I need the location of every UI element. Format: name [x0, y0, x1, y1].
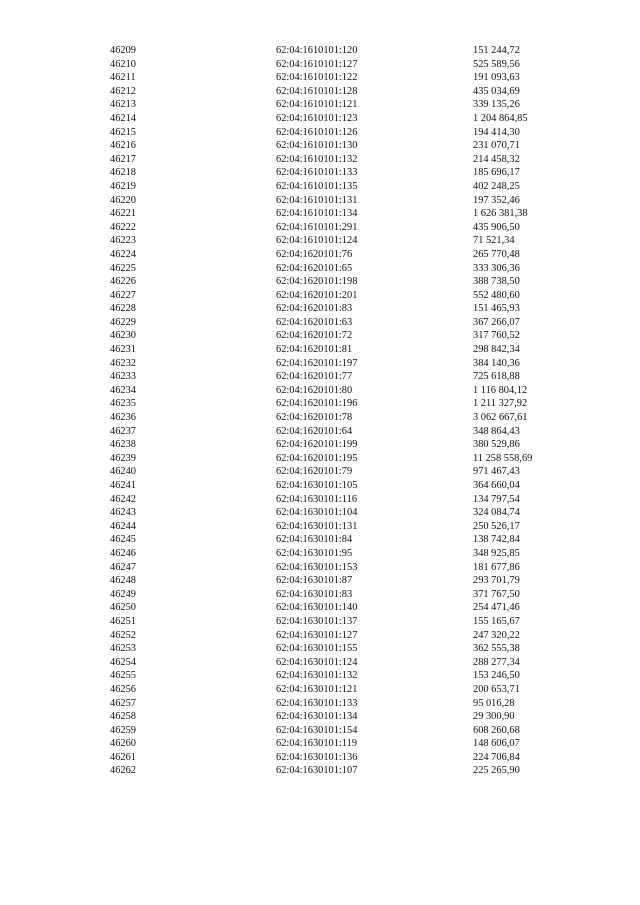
- cadastral-value: 348 925,85: [473, 547, 520, 559]
- table-row: [110, 710, 573, 724]
- cadastral-value: 1 116 804,12: [473, 384, 528, 396]
- cadastral-value: 367 266,07: [473, 316, 520, 328]
- cadastral-number: 62:04:1630101:153: [276, 561, 358, 573]
- row-number: 46212: [110, 85, 136, 97]
- cadastral-value: 214 458,32: [473, 153, 520, 165]
- cadastral-number: 62:04:1610101:128: [276, 85, 358, 97]
- cadastral-number: 62:04:1620101:81: [276, 344, 353, 356]
- table-row: [110, 764, 573, 778]
- table-row: [110, 615, 573, 629]
- cadastral-value: 185 696,17: [473, 167, 520, 179]
- table-row: [110, 724, 573, 738]
- row-number: 46229: [110, 316, 136, 328]
- row-number: 46231: [110, 344, 136, 356]
- row-number: 46241: [110, 480, 136, 491]
- cadastral-value: 362 555,38: [473, 643, 520, 655]
- cadastral-number: 62:04:1630101:140: [276, 602, 358, 614]
- cadastral-value: 247 320,22: [473, 629, 520, 641]
- cadastral-number: 62:04:1610101:130: [276, 140, 358, 152]
- cadastral-value: 371 767,50: [473, 588, 520, 600]
- cadastral-number: 62:04:1630101:127: [276, 629, 358, 641]
- cadastral-value: 380 529,86: [473, 439, 520, 451]
- cadastral-value: 298 842,34: [473, 344, 520, 356]
- row-number: 46225: [110, 262, 136, 274]
- cadastral-number: 62:04:1630101:134: [276, 711, 358, 723]
- cadastral-value: 1 204 864,85: [473, 112, 528, 124]
- table-row: [110, 751, 573, 765]
- row-number: 46256: [110, 683, 136, 695]
- cadastral-value: 134 797,54: [473, 493, 520, 505]
- table-row: [110, 207, 573, 221]
- cadastral-value: 402 248,25: [473, 180, 520, 192]
- row-number: 46245: [110, 534, 136, 546]
- row-number: 46234: [110, 384, 136, 396]
- cadastral-value: 155 165,67: [473, 615, 520, 627]
- cadastral-number: 62:04:1620101:198: [276, 276, 358, 288]
- cadastral-number: 62:04:1630101:83: [276, 588, 353, 600]
- cadastral-value: 293 701,79: [473, 575, 520, 587]
- cadastral-number: 62:04:1630101:84: [276, 534, 353, 546]
- cadastral-value: 11 258 558,69: [473, 452, 533, 464]
- row-number: 46228: [110, 303, 136, 315]
- cadastral-value: 1 626 381,38: [473, 208, 528, 220]
- cadastral-value: 151 244,72: [473, 45, 520, 56]
- table-row: [110, 479, 573, 493]
- table-row: [110, 629, 573, 643]
- cadastral-value: 333 306,36: [473, 262, 520, 274]
- table-row: [110, 642, 573, 656]
- row-number: 46254: [110, 656, 136, 668]
- table-row: [110, 262, 573, 276]
- table-row: [110, 357, 573, 371]
- cadastral-number: 62:04:1610101:121: [276, 99, 358, 111]
- cadastral-value: 348 864,43: [473, 425, 520, 437]
- table-row: [110, 547, 573, 561]
- table-row: [110, 71, 573, 85]
- table-row: [110, 302, 573, 316]
- cadastral-number: 62:04:1630101:119: [276, 738, 358, 750]
- cadastral-number: 62:04:1630101:104: [276, 507, 358, 519]
- cadastral-value: 29 300,90: [473, 711, 515, 723]
- table-row: [110, 506, 573, 520]
- cadastral-value: 71 521,34: [473, 235, 515, 247]
- cadastral-number: 62:04:1620101:79: [276, 466, 353, 478]
- cadastral-number: 62:04:1630101:95: [276, 547, 353, 559]
- table-row: [110, 533, 573, 547]
- row-number: 46218: [110, 167, 136, 179]
- cadastral-number: 62:04:1620101:64: [276, 425, 353, 437]
- cadastral-number: 62:04:1630101:136: [276, 751, 358, 763]
- row-number: 46255: [110, 670, 136, 682]
- cadastral-number: 62:04:1610101:124: [276, 235, 358, 247]
- row-number: 46210: [110, 58, 136, 70]
- cadastral-value: 288 277,34: [473, 656, 520, 668]
- table-row: [110, 329, 573, 343]
- cadastral-number: 62:04:1610101:123: [276, 112, 358, 124]
- table-row: [110, 126, 573, 140]
- cadastral-value: 191 093,63: [473, 72, 520, 84]
- row-number: 46247: [110, 561, 136, 573]
- cadastral-value: 197 352,46: [473, 194, 520, 206]
- row-number: 46244: [110, 520, 136, 532]
- table-row: [110, 697, 573, 711]
- table-row: [110, 574, 573, 588]
- table-row: [110, 656, 573, 670]
- table-row: [110, 561, 573, 575]
- table-row: [110, 44, 573, 58]
- cadastral-value: 324 084,74: [473, 507, 520, 519]
- table-row: [110, 166, 573, 180]
- row-number: 46252: [110, 629, 136, 641]
- table-row: [110, 452, 573, 466]
- cadastral-number: 62:04:1620101:77: [276, 371, 353, 383]
- row-number: 46223: [110, 235, 136, 247]
- table-row: [110, 683, 573, 697]
- cadastral-number: 62:04:1630101:124: [276, 656, 358, 668]
- table-row: [110, 465, 573, 479]
- row-number: 46238: [110, 439, 136, 451]
- row-number: 46260: [110, 738, 136, 750]
- cadastral-number: 62:04:1610101:291: [276, 221, 358, 233]
- row-number: 46242: [110, 493, 136, 505]
- table-row: [110, 588, 573, 602]
- table-row: [110, 384, 573, 398]
- table-row: [110, 112, 573, 126]
- cadastral-number: 62:04:1610101:127: [276, 58, 358, 70]
- row-number: 46211: [110, 72, 136, 84]
- table-row: [110, 139, 573, 153]
- cadastral-number: 62:04:1630101:133: [276, 697, 358, 709]
- cadastral-value: 384 140,36: [473, 357, 520, 369]
- table-row: [110, 438, 573, 452]
- row-number: 46227: [110, 289, 136, 301]
- row-number: 46214: [110, 112, 136, 124]
- table-row: [110, 343, 573, 357]
- cadastral-number: 62:04:1610101:134: [276, 208, 358, 220]
- cadastral-number: 62:04:1610101:135: [276, 180, 358, 192]
- table-row: [110, 737, 573, 751]
- cadastral-value: 254 471,46: [473, 602, 520, 614]
- cadastral-number: 62:04:1610101:120: [276, 45, 358, 56]
- table-row: [110, 289, 573, 303]
- cadastral-value: 435 906,50: [473, 221, 520, 233]
- row-number: 46224: [110, 248, 136, 260]
- cadastral-number: 62:04:1620101:76: [276, 248, 353, 260]
- table-row: [110, 248, 573, 262]
- table-body: [110, 44, 573, 778]
- cadastral-value: 151 465,93: [473, 303, 520, 315]
- cadastral-number: 62:04:1620101:197: [276, 357, 358, 369]
- row-number: 46209: [110, 45, 136, 56]
- table-row: [110, 370, 573, 384]
- table-row: [110, 275, 573, 289]
- row-number: 46258: [110, 711, 136, 723]
- cadastral-number: 62:04:1620101:63: [276, 316, 353, 328]
- cadastral-number: 62:04:1610101:133: [276, 167, 358, 179]
- cadastral-value: 608 260,68: [473, 724, 520, 736]
- row-number: 46233: [110, 371, 136, 383]
- row-number: 46261: [110, 751, 136, 763]
- cadastral-value: 225 265,90: [473, 765, 520, 777]
- cadastral-value: 525 589,56: [473, 58, 520, 70]
- table-row: [110, 316, 573, 330]
- cadastral-value-table: [110, 44, 573, 778]
- row-number: 46230: [110, 330, 136, 342]
- cadastral-value: 1 211 327,92: [473, 398, 528, 410]
- table-row: [110, 493, 573, 507]
- table-row: [110, 520, 573, 534]
- table-row: [110, 234, 573, 248]
- table-row: [110, 98, 573, 112]
- cadastral-number: 62:04:1630101:132: [276, 670, 358, 682]
- cadastral-number: 62:04:1610101:122: [276, 72, 358, 84]
- cadastral-value: 194 414,30: [473, 126, 520, 138]
- row-number: 46253: [110, 643, 136, 655]
- cadastral-number: 62:04:1630101:116: [276, 493, 358, 505]
- cadastral-value: 200 653,71: [473, 683, 520, 695]
- row-number: 46239: [110, 452, 136, 464]
- row-number: 46248: [110, 575, 136, 587]
- row-number: 46246: [110, 547, 136, 559]
- row-number: 46220: [110, 194, 136, 206]
- cadastral-value: 265 770,48: [473, 248, 520, 260]
- row-number: 46250: [110, 602, 136, 614]
- row-number: 46213: [110, 99, 136, 111]
- table-row: [110, 411, 573, 425]
- row-number: 46219: [110, 180, 136, 192]
- row-number: 46222: [110, 221, 136, 233]
- cadastral-number: 62:04:1620101:72: [276, 330, 353, 342]
- cadastral-value: 148 606,07: [473, 738, 520, 750]
- row-number: 46251: [110, 615, 136, 627]
- row-number: 46232: [110, 357, 136, 369]
- table-row: [110, 221, 573, 235]
- cadastral-number: 62:04:1630101:131: [276, 520, 358, 532]
- row-number: 46217: [110, 153, 136, 165]
- row-number: 46235: [110, 398, 136, 410]
- cadastral-number: 62:04:1630101:137: [276, 615, 358, 627]
- cadastral-value: 971 467,43: [473, 466, 520, 478]
- cadastral-value: 317 760,52: [473, 330, 520, 342]
- row-number: 46236: [110, 412, 136, 424]
- row-number: 46216: [110, 140, 136, 152]
- table-row: [110, 425, 573, 439]
- cadastral-value: 435 034,69: [473, 85, 520, 97]
- cadastral-number: 62:04:1620101:196: [276, 398, 358, 410]
- cadastral-value: 224 706,84: [473, 751, 520, 763]
- row-number: 46237: [110, 425, 136, 437]
- cadastral-number: 62:04:1630101:107: [276, 765, 358, 777]
- cadastral-value: 364 660,04: [473, 480, 520, 491]
- row-number: 46259: [110, 724, 136, 736]
- cadastral-value: 231 070,71: [473, 140, 520, 152]
- row-number: 46215: [110, 126, 136, 138]
- table-row: [110, 601, 573, 615]
- cadastral-number: 62:04:1620101:80: [276, 384, 353, 396]
- cadastral-value: 388 738,50: [473, 276, 520, 288]
- table-row: [110, 397, 573, 411]
- cadastral-number: 62:04:1630101:155: [276, 643, 358, 655]
- cadastral-number: 62:04:1620101:65: [276, 262, 353, 274]
- cadastral-number: 62:04:1630101:105: [276, 480, 358, 491]
- row-number: 46262: [110, 765, 136, 777]
- row-number: 46249: [110, 588, 136, 600]
- cadastral-number: 62:04:1620101:83: [276, 303, 353, 315]
- cadastral-number: 62:04:1610101:132: [276, 153, 358, 165]
- table-row: [110, 669, 573, 683]
- cadastral-value: 95 016,28: [473, 697, 515, 709]
- cadastral-number: 62:04:1620101:199: [276, 439, 358, 451]
- table-row: [110, 58, 573, 72]
- table-row: [110, 194, 573, 208]
- cadastral-number: 62:04:1620101:195: [276, 452, 358, 464]
- cadastral-number: 62:04:1610101:131: [276, 194, 358, 206]
- row-number: 46221: [110, 208, 136, 220]
- table-row: [110, 153, 573, 167]
- cadastral-number: 62:04:1630101:154: [276, 724, 358, 736]
- cadastral-number: 62:04:1620101:201: [276, 289, 358, 301]
- cadastral-number: 62:04:1630101:121: [276, 683, 358, 695]
- cadastral-number: 62:04:1610101:126: [276, 126, 358, 138]
- row-number: 46243: [110, 507, 136, 519]
- cadastral-number: 62:04:1620101:78: [276, 412, 353, 424]
- cadastral-value: 3 062 667,61: [473, 412, 528, 424]
- cadastral-value: 552 480,60: [473, 289, 520, 301]
- row-number: 46240: [110, 466, 136, 478]
- cadastral-value: 138 742,84: [473, 534, 520, 546]
- cadastral-value: 250 526,17: [473, 520, 520, 532]
- row-number: 46257: [110, 697, 136, 709]
- cadastral-value: 339 135,26: [473, 99, 520, 111]
- table-row: [110, 180, 573, 194]
- cadastral-value: 153 246,50: [473, 670, 520, 682]
- cadastral-value: 181 677,86: [473, 561, 520, 573]
- table-row: [110, 85, 573, 99]
- cadastral-number: 62:04:1630101:87: [276, 575, 353, 587]
- cadastral-value: 725 618,88: [473, 371, 520, 383]
- row-number: 46226: [110, 276, 136, 288]
